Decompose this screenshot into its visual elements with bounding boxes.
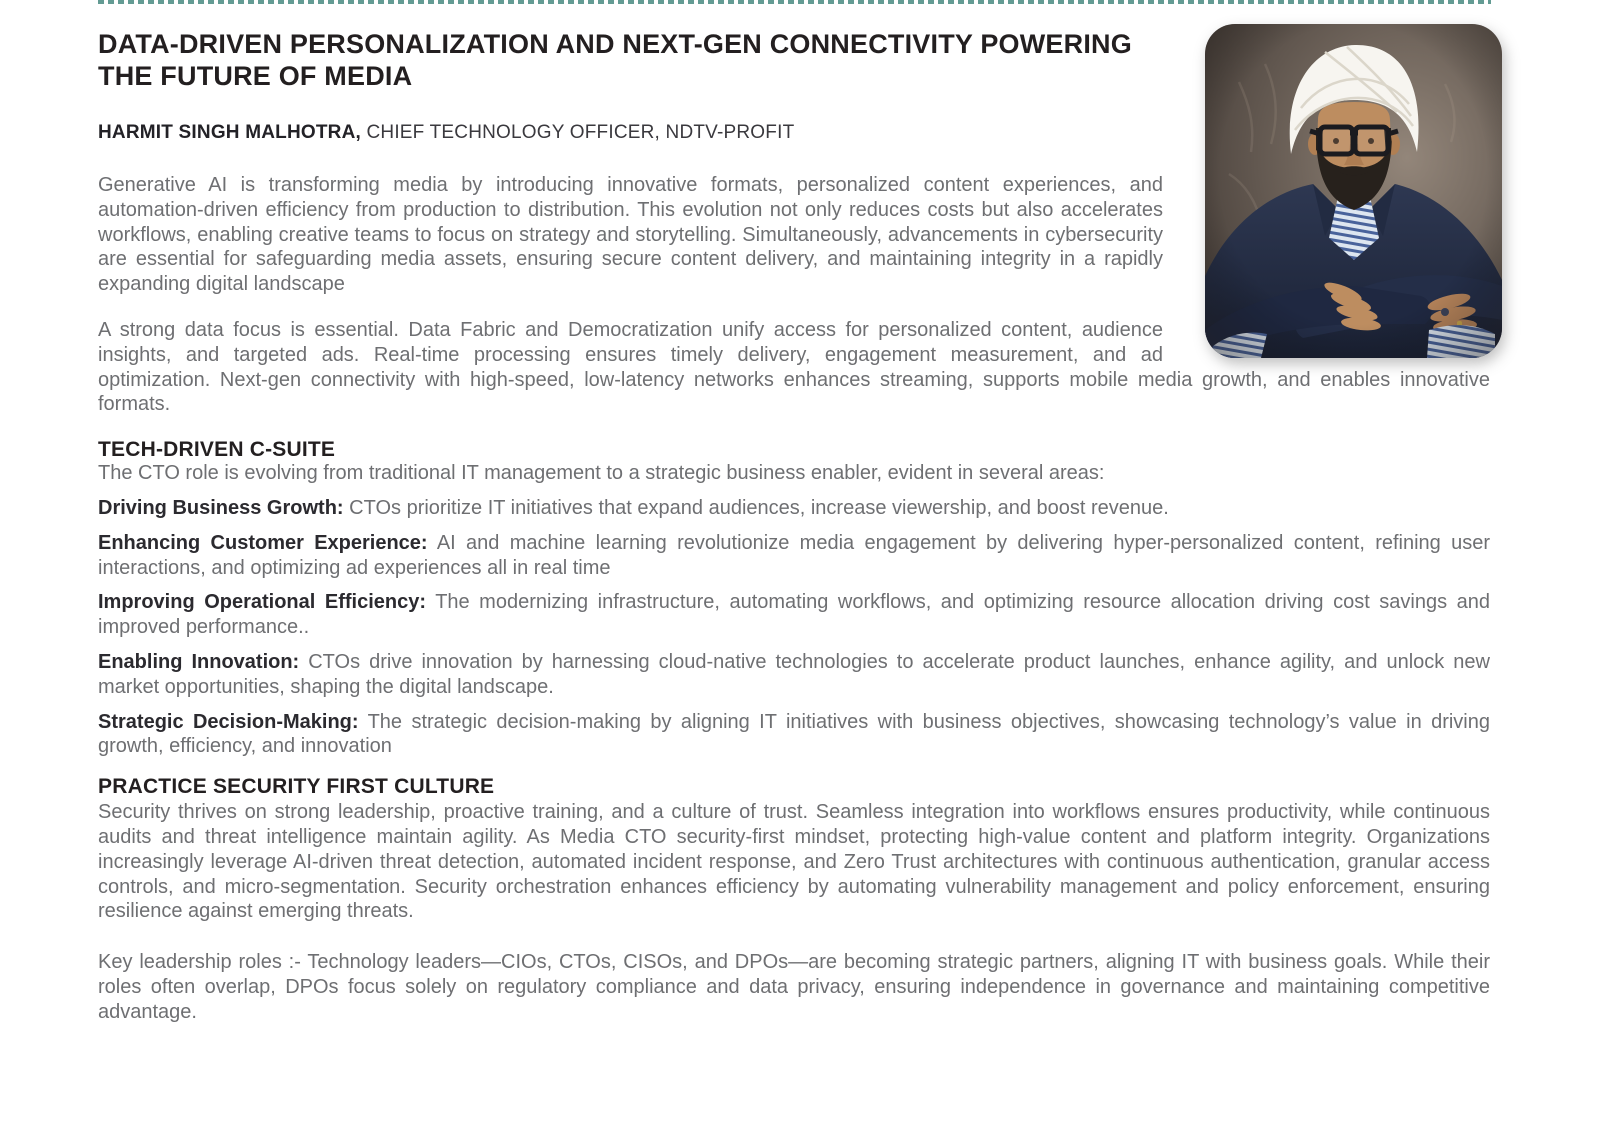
list-item-driving-business-growth [98, 496, 1490, 521]
author-name: HARMIT SINGH MALHOTRA, [98, 122, 361, 143]
author-photo [1205, 24, 1502, 358]
section-lead: The CTO role is evolving from traditional IT management to a strategic business enabler, evident in several areas: [98, 462, 1105, 485]
article [98, 28, 1490, 1025]
intro-paragraph-2: A strong data focus is essential. Data Fabric and Democratization unify access for personalized content, audience insights, and targeted ads. Real-time processing ensures timely delivery, engagement measurement, and ad optimization. Next-gen connectivity with high-speed, low-latency networks enhances streaming, supports mobile media growth, and enables innovative formats. [98, 318, 1490, 416]
article-title: DATA-DRIVEN PERSONALIZATION AND NEXT-GEN CONNECTIVITY POWERING THE FUTURE OF MEDIA [98, 29, 1132, 91]
author-role: CHIEF TECHNOLOGY OFFICER, NDTV-PROFIT [366, 122, 795, 143]
section-heading-tech-driven-c-suite: TECH-DRIVEN C-SUITE [98, 438, 336, 462]
top-dotted-border [98, 0, 1491, 4]
list-item-enabling-innovation [98, 650, 1490, 700]
item-label: Improving Operational Efficiency: [98, 591, 427, 614]
intro-paragraph-1: Generative AI is transforming media by introducing innovative formats, personalized content experiences, and automation-driven efficiency from production to distribution. This evolution not only reduces costs but also accelerates workflows, enabling creative teams to focus on strategy and storytelling. Simultaneously, advancements in cybersecurity are essential for safeguarding media assets, ensuring secure content delivery, and maintaining integrity in a rapidly expanding digital landscape [98, 174, 1163, 296]
item-label: Enhancing Customer Experience: [98, 531, 428, 554]
item-label: Strategic Decision-Making: [98, 710, 359, 733]
security-paragraph-1: Security thrives on strong leadership, proactive training, and a culture of trust. Seamless integration into workflows ensures productivity, while continuous audits and threat intelligence maintain agility. As Media CTO security-first mindset, protecting high-value content and platform integrity. Organizations increasingly leverage AI-driven threat detection, automated incident response, and Zero Trust architectures with continuous authentication, granular access controls, and micro-segmentation. Security orchestration enhances efficiency by automating vulnerability management and policy enforcement, ensuring resilience against emerging threats. [98, 801, 1490, 923]
item-text: CTOs prioritize IT initiatives that expand audiences, increase viewership, and boost revenue. [349, 496, 1169, 519]
list-item-improving-operational-efficiency [98, 590, 1490, 640]
item-text: CTOs drive innovation by harnessing cloud-native technologies to accelerate product launches, enhance agility, and unlock new market opportunities, shaping the digital landscape. [98, 650, 1490, 698]
portrait-illustration [1205, 24, 1502, 358]
photo-float-spacer [1163, 28, 1490, 361]
item-label: Driving Business Growth: [98, 496, 344, 519]
item-text: The modernizing infrastructure, automating workflows, and optimizing resource allocation driving cost savings and improved performance.. [98, 591, 1490, 639]
list-item-enhancing-customer-experience [98, 531, 1490, 581]
item-text: The strategic decision-making by aligning IT initiatives with business objectives, showcasing technology’s value in driving growth, efficiency, and innovation [98, 710, 1490, 758]
list-item-strategic-decision-making [98, 710, 1490, 760]
item-label: Enabling Innovation: [98, 650, 300, 673]
item-text: AI and machine learning revolutionize media engagement by delivering hyper-personalized content, refining user interactions, and optimizing ad experiences all in real time [98, 531, 1491, 579]
security-paragraph-2: Key leadership roles :- Technology leaders—CIOs, CTOs, CISOs, and DPOs—are becoming strategic partners, aligning IT with business goals. While their roles often overlap, DPOs focus solely on regulatory compliance and data privacy, ensuring independence in governance and maintaining competitive advantage. [98, 951, 1490, 1023]
section-heading-practice-security-first-culture: PRACTICE SECURITY FIRST CULTURE [98, 775, 495, 799]
